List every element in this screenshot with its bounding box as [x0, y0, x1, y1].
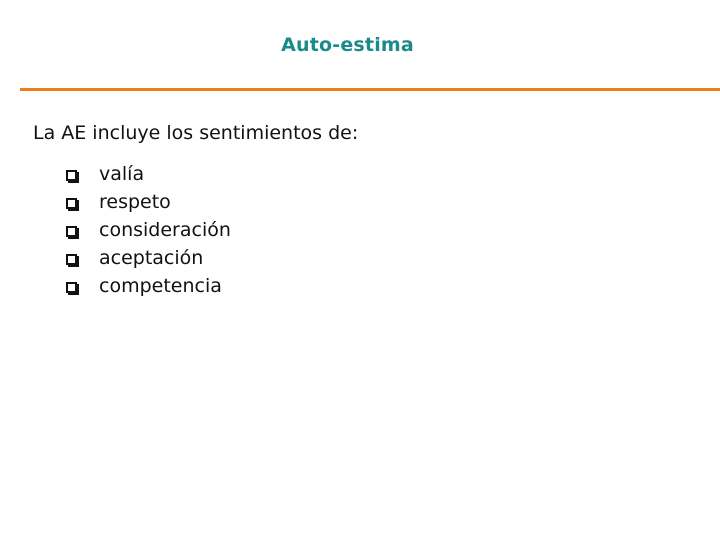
square-bullet-icon: [66, 282, 77, 293]
list-item-label: respeto: [99, 191, 171, 213]
list-item-label: consideración: [99, 219, 231, 241]
square-bullet-icon: [66, 170, 77, 181]
square-bullet-icon: [66, 198, 77, 209]
list-item-label: valía: [99, 163, 145, 185]
intro-text: La AE incluye los sentimientos de:: [33, 122, 359, 144]
list-item-label: aceptación: [99, 247, 204, 269]
list-item: [66, 188, 231, 216]
list-item: [66, 160, 231, 188]
slide-title: Auto-estima: [281, 34, 414, 56]
feelings-list: [66, 160, 231, 300]
square-bullet-icon: [66, 226, 77, 237]
list-item: [66, 272, 231, 300]
list-item-label: competencia: [99, 275, 222, 297]
square-bullet-icon: [66, 254, 77, 265]
list-item: [66, 216, 231, 244]
title-divider: [20, 88, 720, 91]
list-item: [66, 244, 231, 272]
